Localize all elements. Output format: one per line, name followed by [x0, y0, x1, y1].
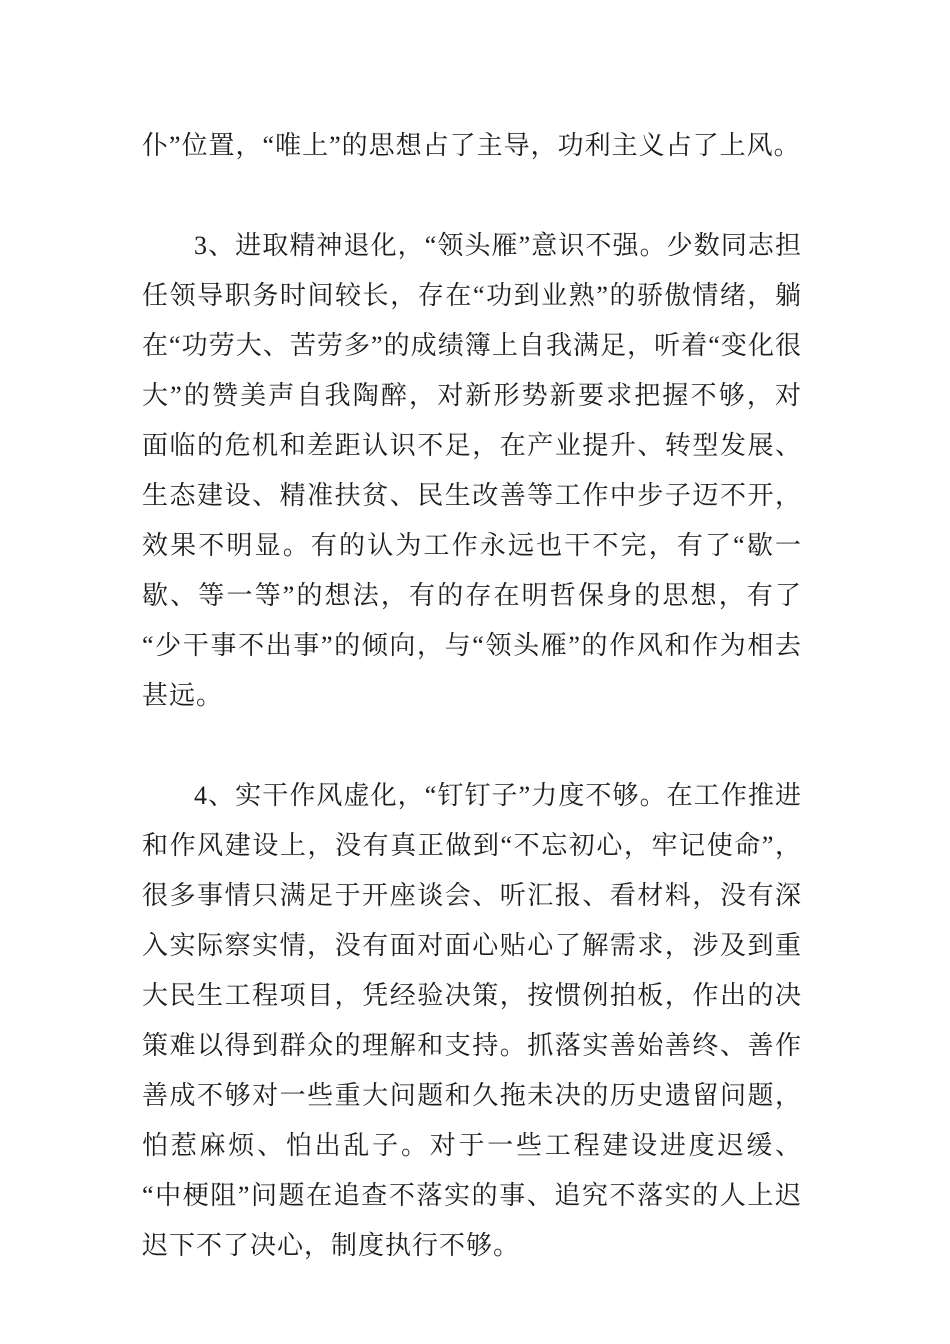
paragraph-item-4: 4、实干作风虚化，“钉钉子”力度不够。在工作推进和作风建设上，没有真正做到“不忘初心，牢记使命”，很多事情只满足于开座谈会、听汇报、看材料，没有深入实际察实情，没有面对面心贴心了解需求，涉及到重大民生工程项目，凭经验决策，按惯例拍板，作出的决策难以得到群众的理解和支持。抓落实善始善终、善作善成不够对一些重大问题和久拖未决的历史遗留问题，怕惹麻烦、怕出乱子。对于一些工程建设进度迟缓、“中梗阻”问题在追查不落实的事、追究不落实的人上迟迟下不了决心，制度执行不够。 [142, 781, 802, 1260]
paragraph-item-3: 3、进取精神退化，“领头雁”意识不强。少数同志担任领导职务时间较长，存在“功到业熟”的骄傲情绪，躺在“功劳大、苦劳多”的成绩簿上自我满足，听着“变化很大”的赞美声自我陶醉，对新形势新要求把握不够，对面临的危机和差距认识不足，在产业提升、转型发展、生态建设、精准扶贫、民生改善等工作中步子迈不开，效果不明显。有的认为工作永远也干不完，有了“歇一歇、等一等”的想法，有的存在明哲保身的思想，有了“少干事不出事”的倾向，与“领头雁”的作风和作为相去甚远。 [142, 231, 802, 710]
paragraph-continuation: 仆”位置，“唯上”的思想占了主导，功利主义占了上风。 [142, 131, 801, 160]
document-text-column [142, 121, 802, 1271]
